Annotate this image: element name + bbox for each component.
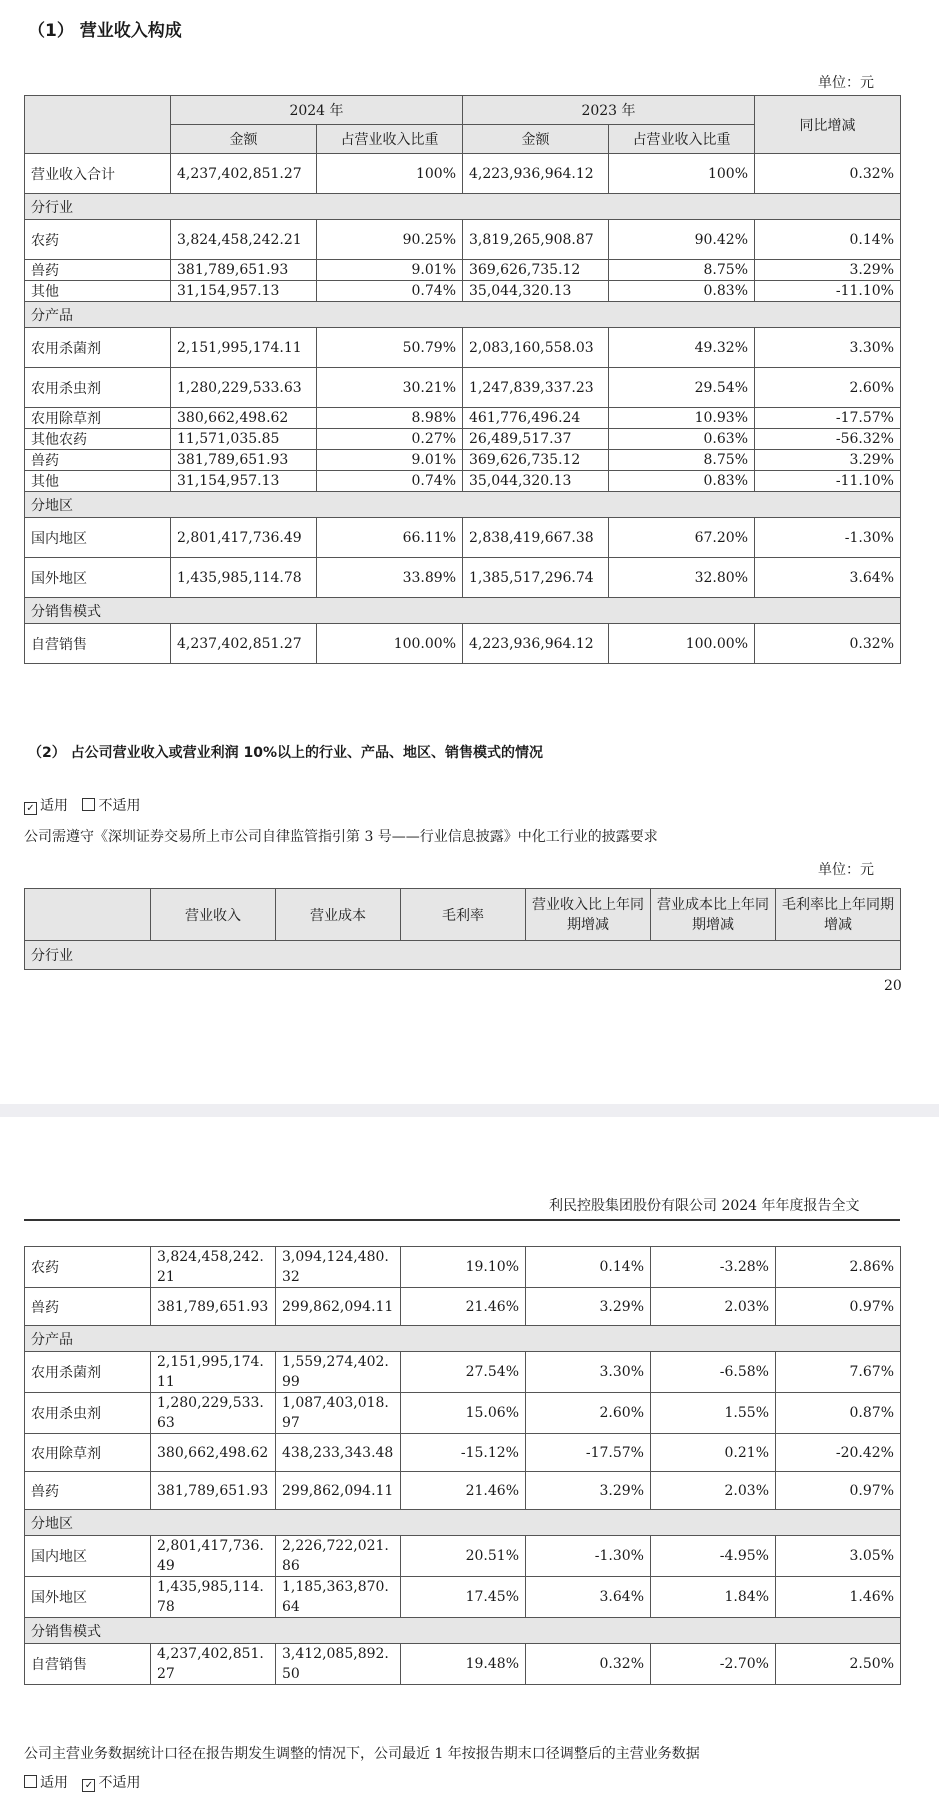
ratio-2024: 33.89% — [317, 558, 463, 598]
header-blank — [25, 96, 171, 154]
row-label: 自营销售 — [25, 1644, 151, 1685]
not-applicable-checkbox-checked[interactable]: ✓ — [82, 1779, 95, 1792]
section-label: 分产品 — [25, 1326, 901, 1352]
disclosure-note: 公司需遵守《深圳证券交易所上市公司自律监管指引第 3 号——行业信息披露》中化工行业的披露要求 — [24, 829, 658, 845]
row-label: 兽药 — [25, 260, 171, 281]
revenue: 2,801,417,736.49 — [151, 1536, 276, 1577]
section-label: 分地区 — [25, 492, 901, 518]
ratio-2024: 8.98% — [317, 408, 463, 429]
cost: 1,185,363,870.64 — [276, 1577, 401, 1618]
cost: 3,094,124,480.32 — [276, 1247, 401, 1288]
section-row — [25, 598, 901, 624]
ratio-2023: 8.75% — [609, 260, 755, 281]
gross-margin: 20.51% — [401, 1536, 526, 1577]
header-revenue: 营业收入 — [151, 889, 276, 941]
table-row — [25, 624, 901, 664]
ratio-2024: 0.27% — [317, 429, 463, 450]
revenue-change: 3.30% — [526, 1352, 651, 1393]
row-label: 农药 — [25, 1247, 151, 1288]
revenue: 380,662,498.62 — [151, 1434, 276, 1472]
amount-2023: 35,044,320.13 — [463, 471, 609, 492]
ratio-2024: 0.74% — [317, 471, 463, 492]
not-applicable-checkbox[interactable] — [82, 798, 95, 811]
table-row — [25, 1644, 901, 1685]
revenue: 2,151,995,174.11 — [151, 1352, 276, 1393]
amount-2024: 1,280,229,533.63 — [171, 368, 317, 408]
table-row — [25, 328, 901, 368]
gross-margin: 17.45% — [401, 1577, 526, 1618]
ratio-2024: 9.01% — [317, 450, 463, 471]
amount-2024: 4,237,402,851.27 — [171, 624, 317, 664]
yoy-change: 0.32% — [755, 154, 901, 194]
header-ratio-2024: 占营业收入比重 — [317, 125, 463, 154]
segment-detail-table — [24, 1246, 901, 1685]
amount-2023: 461,776,496.24 — [463, 408, 609, 429]
section1-title: （1） 营业收入构成 — [28, 21, 182, 41]
not-applicable-label: 不适用 — [98, 1775, 141, 1791]
cost: 438,233,343.48 — [276, 1434, 401, 1472]
row-label: 农用杀菌剂 — [25, 328, 171, 368]
ratio-2023: 100% — [609, 154, 755, 194]
header-cost: 营业成本 — [276, 889, 401, 941]
table-row — [25, 154, 901, 194]
row-label: 农用除草剂 — [25, 408, 171, 429]
row-label: 其他 — [25, 471, 171, 492]
section-row — [25, 1510, 901, 1536]
ratio-2024: 90.25% — [317, 220, 463, 260]
row-label: 农药 — [25, 220, 171, 260]
amount-2024: 380,662,498.62 — [171, 408, 317, 429]
revenue: 4,237,402,851.27 — [151, 1644, 276, 1685]
section-label: 分产品 — [25, 302, 901, 328]
row-label: 其他农药 — [25, 429, 171, 450]
section-row — [25, 1618, 901, 1644]
amount-2024: 2,801,417,736.49 — [171, 518, 317, 558]
header-revenue-change: 营业收入比上年同期增减 — [526, 889, 651, 941]
revenue-change: 0.32% — [526, 1644, 651, 1685]
header-margin: 毛利率 — [401, 889, 526, 941]
header-amount-2024: 金额 — [171, 125, 317, 154]
margin-change: -20.42% — [776, 1434, 901, 1472]
footer-note: 公司主营业务数据统计口径在报告期发生调整的情况下，公司最近 1 年按报告期末口径调整后的主营业务数据 — [24, 1746, 700, 1762]
gross-margin: 21.46% — [401, 1288, 526, 1326]
yoy-change: 2.60% — [755, 368, 901, 408]
table-row — [25, 220, 901, 260]
table-row — [25, 1577, 901, 1618]
table-row — [25, 281, 901, 302]
row-label: 国内地区 — [25, 1536, 151, 1577]
table-row — [25, 518, 901, 558]
section-row — [25, 302, 901, 328]
row-label: 兽药 — [25, 1472, 151, 1510]
row-label: 国外地区 — [25, 558, 171, 598]
revenue-change: 3.29% — [526, 1288, 651, 1326]
applicable-label: 适用 — [40, 798, 68, 814]
gross-margin: -15.12% — [401, 1434, 526, 1472]
ratio-2023: 67.20% — [609, 518, 755, 558]
section-label: 分销售模式 — [25, 598, 901, 624]
section2-title: （2） 占公司营业收入或营业利润 10%以上的行业、产品、地区、销售模式的情况 — [28, 745, 543, 761]
amount-2023: 1,247,839,337.23 — [463, 368, 609, 408]
cost-change: -3.28% — [651, 1247, 776, 1288]
table-row — [25, 260, 901, 281]
ratio-2024: 30.21% — [317, 368, 463, 408]
gross-margin: 15.06% — [401, 1393, 526, 1434]
footer-applicability — [24, 1772, 140, 1792]
ratio-2024: 100% — [317, 154, 463, 194]
header-blank — [25, 889, 151, 941]
row-label: 营业收入合计 — [25, 154, 171, 194]
revenue: 381,789,651.93 — [151, 1472, 276, 1510]
section-row-industry: 分行业 — [25, 941, 901, 970]
yoy-change: 3.29% — [755, 260, 901, 281]
ratio-2023: 49.32% — [609, 328, 755, 368]
applicable-checkbox-checked[interactable]: ✓ — [24, 802, 37, 815]
revenue-change: 3.64% — [526, 1577, 651, 1618]
row-label: 农用杀菌剂 — [25, 1352, 151, 1393]
section-label: 分行业 — [25, 194, 901, 220]
ratio-2023: 10.93% — [609, 408, 755, 429]
ratio-2024: 100.00% — [317, 624, 463, 664]
cost: 3,412,085,892.50 — [276, 1644, 401, 1685]
amount-2023: 1,385,517,296.74 — [463, 558, 609, 598]
table-row — [25, 1247, 901, 1288]
yoy-change: 3.30% — [755, 328, 901, 368]
yoy-change: 3.29% — [755, 450, 901, 471]
ratio-2023: 29.54% — [609, 368, 755, 408]
cost: 299,862,094.11 — [276, 1472, 401, 1510]
revenue: 1,280,229,533.63 — [151, 1393, 276, 1434]
yoy-change: -1.30% — [755, 518, 901, 558]
header-rule — [24, 1219, 900, 1221]
table-row — [25, 408, 901, 429]
revenue-change: 2.60% — [526, 1393, 651, 1434]
amount-2023: 35,044,320.13 — [463, 281, 609, 302]
not-applicable-label: 不适用 — [98, 798, 141, 814]
header-margin-change: 毛利率比上年同期增减 — [776, 889, 901, 941]
cost-change: 0.21% — [651, 1434, 776, 1472]
table-row — [25, 1352, 901, 1393]
amount-2023: 2,083,160,558.03 — [463, 328, 609, 368]
table-row — [25, 471, 901, 492]
revenue-composition-table — [24, 95, 901, 664]
amount-2024: 2,151,995,174.11 — [171, 328, 317, 368]
ratio-2023: 8.75% — [609, 450, 755, 471]
ratio-2024: 0.74% — [317, 281, 463, 302]
ratio-2024: 66.11% — [317, 518, 463, 558]
row-label: 农用杀虫剂 — [25, 1393, 151, 1434]
section-label: 分销售模式 — [25, 1618, 901, 1644]
cost-change: -6.58% — [651, 1352, 776, 1393]
table-row — [25, 1288, 901, 1326]
revenue-change: 0.14% — [526, 1247, 651, 1288]
table-row — [25, 1434, 901, 1472]
yoy-change: 3.64% — [755, 558, 901, 598]
header-ratio-2023: 占营业收入比重 — [609, 125, 755, 154]
header-2024: 2024 年 — [171, 96, 463, 125]
amount-2024: 381,789,651.93 — [171, 260, 317, 281]
amount-2023: 369,626,735.12 — [463, 450, 609, 471]
revenue: 3,824,458,242.21 — [151, 1247, 276, 1288]
amount-2024: 31,154,957.13 — [171, 281, 317, 302]
row-label: 农用除草剂 — [25, 1434, 151, 1472]
section-row — [25, 1326, 901, 1352]
ratio-2023: 100.00% — [609, 624, 755, 664]
table-row — [25, 558, 901, 598]
margin-change: 3.05% — [776, 1536, 901, 1577]
header-cost-change: 营业成本比上年同期增减 — [651, 889, 776, 941]
revenue-change: 3.29% — [526, 1472, 651, 1510]
amount-2024: 381,789,651.93 — [171, 450, 317, 471]
amount-2024: 3,824,458,242.21 — [171, 220, 317, 260]
amount-2023: 369,626,735.12 — [463, 260, 609, 281]
row-label: 国外地区 — [25, 1577, 151, 1618]
cost-change: 2.03% — [651, 1472, 776, 1510]
amount-2024: 31,154,957.13 — [171, 471, 317, 492]
yoy-change: -17.57% — [755, 408, 901, 429]
table-row — [25, 1536, 901, 1577]
margin-change: 2.50% — [776, 1644, 901, 1685]
row-label: 其他 — [25, 281, 171, 302]
row-label: 农用杀虫剂 — [25, 368, 171, 408]
row-label: 国内地区 — [25, 518, 171, 558]
page-number: 20 — [884, 978, 902, 994]
yoy-change: -11.10% — [755, 281, 901, 302]
amount-2023: 4,223,936,964.12 — [463, 624, 609, 664]
cost-change: 1.84% — [651, 1577, 776, 1618]
gross-margin: 19.48% — [401, 1644, 526, 1685]
margin-change: 0.97% — [776, 1288, 901, 1326]
section2-unit: 单位：元 — [818, 862, 874, 878]
amount-2024: 1,435,985,114.78 — [171, 558, 317, 598]
section-row — [25, 492, 901, 518]
cost: 2,226,722,021.86 — [276, 1536, 401, 1577]
ratio-2023: 90.42% — [609, 220, 755, 260]
cost: 1,087,403,018.97 — [276, 1393, 401, 1434]
applicable-checkbox[interactable] — [24, 1775, 37, 1788]
amount-2023: 2,838,419,667.38 — [463, 518, 609, 558]
segment-header-table — [24, 888, 901, 970]
amount-2023: 3,819,265,908.87 — [463, 220, 609, 260]
row-label: 兽药 — [25, 1288, 151, 1326]
gross-margin: 19.10% — [401, 1247, 526, 1288]
amount-2023: 4,223,936,964.12 — [463, 154, 609, 194]
table-row — [25, 1472, 901, 1510]
revenue: 1,435,985,114.78 — [151, 1577, 276, 1618]
report-header: 利民控股集团股份有限公司 2024 年年度报告全文 — [549, 1198, 860, 1214]
revenue: 381,789,651.93 — [151, 1288, 276, 1326]
cost: 1,559,274,402.99 — [276, 1352, 401, 1393]
margin-change: 0.87% — [776, 1393, 901, 1434]
table-row — [25, 1393, 901, 1434]
cost: 299,862,094.11 — [276, 1288, 401, 1326]
section-row — [25, 194, 901, 220]
applicable-label: 适用 — [40, 1775, 68, 1791]
page-break — [0, 1104, 939, 1117]
gross-margin: 21.46% — [401, 1472, 526, 1510]
section-label: 分地区 — [25, 1510, 901, 1536]
margin-change: 0.97% — [776, 1472, 901, 1510]
row-label: 兽药 — [25, 450, 171, 471]
yoy-change: 0.32% — [755, 624, 901, 664]
ratio-2023: 0.83% — [609, 281, 755, 302]
ratio-2024: 50.79% — [317, 328, 463, 368]
section1-unit: 单位：元 — [818, 75, 874, 91]
row-label: 自营销售 — [25, 624, 171, 664]
ratio-2023: 0.83% — [609, 471, 755, 492]
yoy-change: -56.32% — [755, 429, 901, 450]
table-row — [25, 450, 901, 471]
table-row — [25, 429, 901, 450]
cost-change: 1.55% — [651, 1393, 776, 1434]
amount-2024: 11,571,035.85 — [171, 429, 317, 450]
header-amount-2023: 金额 — [463, 125, 609, 154]
yoy-change: 0.14% — [755, 220, 901, 260]
amount-2023: 26,489,517.37 — [463, 429, 609, 450]
ratio-2023: 0.63% — [609, 429, 755, 450]
cost-change: -4.95% — [651, 1536, 776, 1577]
cost-change: -2.70% — [651, 1644, 776, 1685]
gross-margin: 27.54% — [401, 1352, 526, 1393]
margin-change: 2.86% — [776, 1247, 901, 1288]
header-2023: 2023 年 — [463, 96, 755, 125]
cost-change: 2.03% — [651, 1288, 776, 1326]
table-row — [25, 368, 901, 408]
ratio-2023: 32.80% — [609, 558, 755, 598]
applicability-options — [24, 795, 140, 815]
amount-2024: 4,237,402,851.27 — [171, 154, 317, 194]
revenue-change: -17.57% — [526, 1434, 651, 1472]
ratio-2024: 9.01% — [317, 260, 463, 281]
margin-change: 7.67% — [776, 1352, 901, 1393]
yoy-change: -11.10% — [755, 471, 901, 492]
margin-change: 1.46% — [776, 1577, 901, 1618]
revenue-change: -1.30% — [526, 1536, 651, 1577]
header-yoy: 同比增减 — [755, 96, 901, 154]
